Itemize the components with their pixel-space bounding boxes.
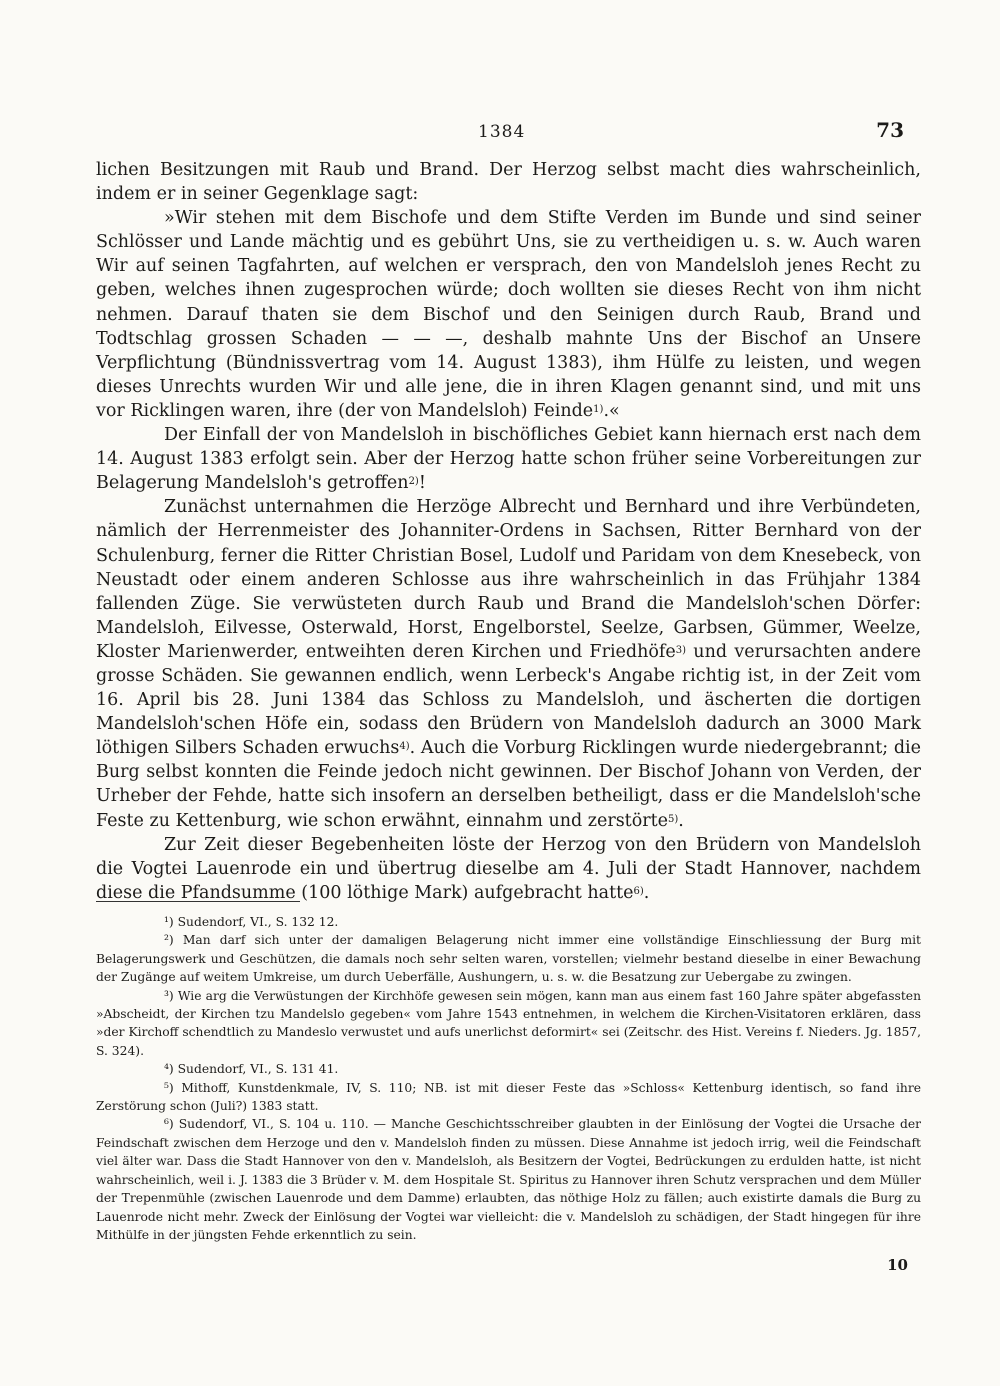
footnote-ref-2[interactable]: 2) [408, 476, 419, 488]
footnote-2: ²) Man darf sich unter der damaligen Belagerung nicht immer eine vollständige Einschliessung der Burg mit Belagerungswerk und Geschützen, die damals noch sehr selten waren, vorstellen; vielmehr bestand dieselbe in einer Bewachung der Zugänge auf weitem Umkreise, um durch Ueberfälle, Aushungern, u. s. w. die Besatzung zur Uebergabe zu zwingen. [96, 933, 921, 985]
paragraph-4 [96, 495, 921, 832]
footnote-divider [96, 901, 300, 902]
quote-end: .« [603, 400, 620, 421]
paragraph-3-end: ! [418, 473, 426, 494]
footnote-ref-3[interactable]: 3) [675, 644, 687, 656]
paragraph-3 [96, 423, 921, 495]
paragraph-quote [96, 206, 921, 423]
footnote-ref-5[interactable]: 5) [668, 813, 679, 825]
footnote-ref-4[interactable]: 4) [399, 741, 410, 753]
footnote-1: ¹) Sudendorf, VI., S. 132 12. [164, 915, 339, 929]
paragraph-4-text-a: Zunächst unternahmen die Herzöge Albrecht und Bernhard und ihre Verbündeten, nämlich der Herrenmeister des Johanniter-Ordens in Sachsen, Ritter Bernhard von der Schulenburg, ferner die Ritter Christian Bosel, Ludolf und Paridam von dem Knesebeck, von Neustadt oder einem anderen Schlosse aus ihre wahrscheinlich in das Frühjahr 1384 fallenden Züge. Sie verwüsteten durch Raub und Brand die Mandelsloh'schen Dörfer: Mandelsloh, Eilvesse, Osterwald, Horst, Engelborstel, Seelze, Garbsen, Gümmer, Weelze, Kloster Marienwerder, entweihten deren Kirchen und Friedhöfe [96, 497, 921, 662]
page-number: 73 [876, 118, 904, 142]
paragraph-5-end: . [643, 882, 650, 903]
footnote-3: ³) Wie arg die Verwüstungen der Kirchhöfe gewesen sein mögen, kann man aus einem fast 160 Jahre später abgefassten »Abscheidt, der Kirchen tzu Mandelslo gegeben« vom Jahre 1543 entnehmen, in welchem die Kirchen-Visitatoren erklären, dass »der Kirchoff schendtlich zu Mandeslo verwustet und aufs unerlichst deformirt« sei (Zeitschr. des Hist. Vereins f. Nieders. Jg. 1857, S. 324). [96, 988, 921, 1058]
footnote-5: ⁵) Mithoff, Kunstdenkmale, IV, S. 110; NB. ist mit dieser Feste das »Schloss« Kettenburg identisch, so fand ihre Zerstörung schon (Juli?) 1383 statt. [96, 1080, 921, 1114]
paragraph-3-text: Der Einfall der von Mandelsloh in bischöfliches Gebiet kann hiernach erst nach dem 14. August 1383 erfolgt sein. Aber der Herzog hatte schon früher seine Vorbereitungen zur Belagerung Mandelsloh's getroffen [96, 425, 921, 494]
main-text [96, 158, 921, 905]
running-head-year: 1384 [478, 122, 526, 142]
paragraph-4-end: . [678, 810, 684, 831]
footnote-6: ⁶) Sudendorf, VI., S. 104 u. 110. — Manche Geschichtsschreiber glaubten in der Einlösung der Vogtei die Ursache der Feindschaft zwischen dem Herzoge und den v. Mandelsloh finden zu müssen. Diese Annahme ist jedoch irrig, weil die Feindschaft viel älter war. Dass die Stadt Hannover von den v. Mandelsloh, als Besitzern der Vogtei, Bedrückungen zu erdulden hatte, ist nicht wahrscheinlich, weil i. J. 1383 die 3 Brüder v. M. dem Hospitale St. Spiritus zu Hannover ihren Schutz versprachen und dem Müller der Trepenmühle (zwischen Lauenrode und dem Damme) erlaubten, das nöthige Holz zu fällen; auch existirte damals die Burg zu Lauenrode nicht mehr. Zweck der Einlösung der Vogtei war vielleicht: die v. Mandelsloh zu schädigen, der Stadt hingegen für ihre Mithülfe in der jüngsten Fehde erkenntlich zu sein. [96, 1117, 921, 1242]
footnote-ref-6[interactable]: 6) [633, 885, 644, 897]
footnotes [96, 913, 921, 1244]
footnote-ref-1[interactable]: 1) [593, 403, 604, 415]
page-header [0, 118, 1000, 148]
footnote-4: ⁴) Sudendorf, VI., S. 131 41. [164, 1062, 339, 1077]
paragraph-4-text-c: . Auch die Vorburg Ricklingen wurde niedergebrannt; die Burg selbst konnten die Feinde jedoch nicht gewinnen. Der Bischof Johann von Verden, der Urheber der Fehde, hatte sich insofern an derselben betheiligt, dass er die Mandelsloh'sche Feste zu Kettenburg, wie schon erwähnt, einnahm und zerstörte [96, 738, 921, 831]
quote-text: »Wir stehen mit dem Bischofe und dem Stifte Verden im Bunde und sind seiner Schlösser und Lande mächtig und es gebührt Uns, sie zu vertheidigen u. s. w. Auch waren Wir auf seinen Tagfahrten, auf welchen er versprach, den von Mandelsloh jenes Recht zu geben, welches ihnen zugesprochen würde; doch wollten sie dieses Recht von ihm nicht nehmen. Darauf thaten sie dem Bischof und den Seinigen durch Raub, Brand und Todtschlag grossen Schaden — — —, deshalb mahnte Uns der Bischof an Unsere Verpflichtung (Bündnissvertrag vom 14. August 1383), ihm Hülfe zu leisten, und wegen dieses Unrechts wurden Wir und alle jene, die in ihren Klagen genannt sind, und mit uns vor Ricklingen waren, ihre (der von Mandelsloh) Feinde [96, 208, 921, 421]
paragraph-4-text-b: und verursachten andere grosse Schäden. Sie gewannen endlich, wenn Lerbeck's Angabe richtig ist, in der Zeit vom 16. April bis 28. Juni 1384 das Schloss zu Mandelsloh, und äscherten die dortigen Mandelsloh'schen Höfe ein, sodass den Brüdern von Mandelsloh dadurch an 3000 Mark löthigen Silbers Schaden erwuchs [96, 641, 921, 759]
signature-mark: 10 [887, 1256, 908, 1274]
paragraph-1: lichen Besitzungen mit Raub und Brand. Der Herzog selbst macht dies wahrscheinlich, indem er in seiner Gegenklage sagt: [96, 160, 921, 205]
paragraph-5-text: Zur Zeit dieser Begebenheiten löste der Herzog von den Brüdern von Mandelsloh die Vogtei Lauenrode ein und übertrug dieselbe am 4. Juli der Stadt Hannover, nachdem diese die Pfandsumme (100 löthige Mark) aufgebracht hatte [96, 834, 921, 903]
paragraph-5 [96, 833, 921, 905]
